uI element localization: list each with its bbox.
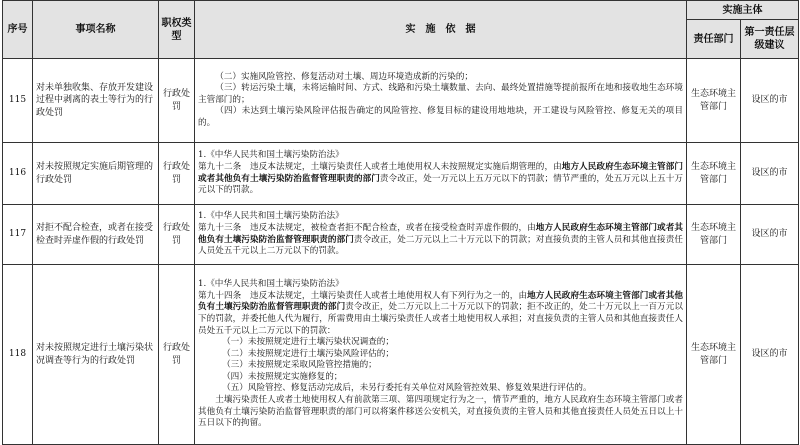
law-paragraph: 土壤污染责任人或者土地使用权人有前款第三项、第四项规定行为之一，情节严重的，地方人民政府生态环境主管部门或者其他负有土壤污染防治监督管理职责的部门可以将案件移送公安机关，对直接负责的主管人员和其他直接责任人员处五日以上十五日以下的拘留。 xyxy=(198,395,683,429)
basis-item: （三）转运污染土壤，未将运输时间、方式、线路和污染土壤数量、去向、最终处置措施等提前报所在地和接收地生态环境主管部门的； xyxy=(198,83,683,105)
row-basis xyxy=(195,143,687,205)
basis-item: （四）未达到土壤污染风险评估报告确定的风险管控、修复目标的建设用地地块，开工建设与风险管控、修复无关的项目的。 xyxy=(198,106,683,128)
basis-item: （二）实施风险管控、修复活动对土壤、周边环境造成新的污染的； xyxy=(215,71,474,82)
header-basis: 实 施 依 据 xyxy=(195,1,687,59)
row-type: 行政处罚 xyxy=(159,59,195,143)
header-subject: 实施主体 xyxy=(687,1,799,20)
row-num: 118 xyxy=(3,265,33,445)
law-title: 1.《中华人民共和国土壤污染防治法》 xyxy=(198,211,344,222)
enforcement-table xyxy=(2,0,799,445)
row-type: 行政处罚 xyxy=(159,205,195,265)
row-dept: 生态环境主管部门 xyxy=(687,59,741,143)
row-type: 行政处罚 xyxy=(159,265,195,445)
row-name: 对拒不配合检查，或者在接受检查时弄虚作假的行政处罚 xyxy=(33,205,159,265)
row-basis xyxy=(195,205,687,265)
basis-item: （一）未按照规定进行土壤污染状况调查的； xyxy=(222,337,394,348)
row-num: 116 xyxy=(3,143,33,205)
row-num: 117 xyxy=(3,205,33,265)
row-name: 对未按照规定进行土壤污染状况调查等行为的行政处罚 xyxy=(33,265,159,445)
row-level: 设区的市 xyxy=(741,265,799,445)
basis-item: （四）未按照规定实施修复的； xyxy=(222,371,343,382)
table-row xyxy=(3,143,799,205)
law-article: 第九十四条 违反本法规定，土壤污染责任人或者土地使用权人有下列行为之一的，由地方人民政府生态环境主管部门或者其他负有土壤污染防治监督管理职责的部门责令改正，处二万元以上二十万元以下的罚款；拒不改正的，处二十万元以上一百万元以下的罚款，并委托他人代为履行，所需费用由土壤污染责任人或者土地使用权人承担；对直接负责的主管人员和其他直接责任人员处五千元以上二万元以下的罚款： xyxy=(198,290,683,336)
responsible-authority: 地方人民政府生态环境主管部门或者其他负有土壤污染防治监督管理职责的部门 xyxy=(198,161,683,184)
basis-item: （二）未按照规定进行土壤污染风险评估的； xyxy=(222,348,394,359)
table-row xyxy=(3,59,799,143)
row-num: 115 xyxy=(3,59,33,143)
row-level: 设区的市 xyxy=(741,59,799,143)
row-type: 行政处罚 xyxy=(159,143,195,205)
basis-item: （五）风险管控、修复活动完成后，未另行委托有关单位对风险管控效果、修复效果进行评估的。 xyxy=(222,383,592,394)
header-type: 职权类型 xyxy=(159,1,195,59)
header-name: 事项名称 xyxy=(33,1,159,59)
law-article: 第九十二条 违反本法规定，土壤污染责任人或者土地使用权人未按照规定实施后期管理的，由地方人民政府生态环境主管部门或者其他负有土壤污染防治监督管理职责的部门责令改正，处一万元以上五万元以下的罚款；情节严重的，处五万元以上五十万元以下的罚款。 xyxy=(198,161,683,196)
row-basis xyxy=(195,265,687,445)
responsible-authority: 地方人民政府生态环境主管部门或者其他负有土壤污染防治监督管理职责的部门 xyxy=(198,290,683,313)
header-num: 序号 xyxy=(3,1,33,59)
row-level: 设区的市 xyxy=(741,205,799,265)
row-name: 对未单独收集、存放开发建设过程中剥离的表土等行为的行政处罚 xyxy=(33,59,159,143)
responsible-authority: 地方人民政府生态环境主管部门或者其他负有土壤污染防治监督管理职责的部门 xyxy=(198,222,683,245)
table-row xyxy=(3,265,799,445)
row-dept: 生态环境主管部门 xyxy=(687,205,741,265)
row-name: 对未按照规定实施后期管理的行政处罚 xyxy=(33,143,159,205)
header-level: 第一责任层级建议 xyxy=(741,20,799,59)
row-dept: 生态环境主管部门 xyxy=(687,265,741,445)
header-dept: 责任部门 xyxy=(687,20,741,59)
basis-item: （三）未按照规定采取风险管控措施的； xyxy=(222,360,377,371)
law-title: 1.《中华人民共和国土壤污染防治法》 xyxy=(198,150,344,161)
law-article: 第九十三条 违反本法规定，被检查者拒不配合检查，或者在接受检查时弄虚作假的，由地方人民政府生态环境主管部门或者其他负有土壤污染防治监督管理职责的部门责令改正，处二万元以上二十万元以下的罚款；对直接负责的主管人员和其他直接责任人员处五千元以上二万元以下的罚款。 xyxy=(198,222,683,257)
row-basis xyxy=(195,59,687,143)
table-row xyxy=(3,205,799,265)
row-dept: 生态环境主管部门 xyxy=(687,143,741,205)
row-level: 设区的市 xyxy=(741,143,799,205)
law-title: 1.《中华人民共和国土壤污染防治法》 xyxy=(198,279,344,290)
